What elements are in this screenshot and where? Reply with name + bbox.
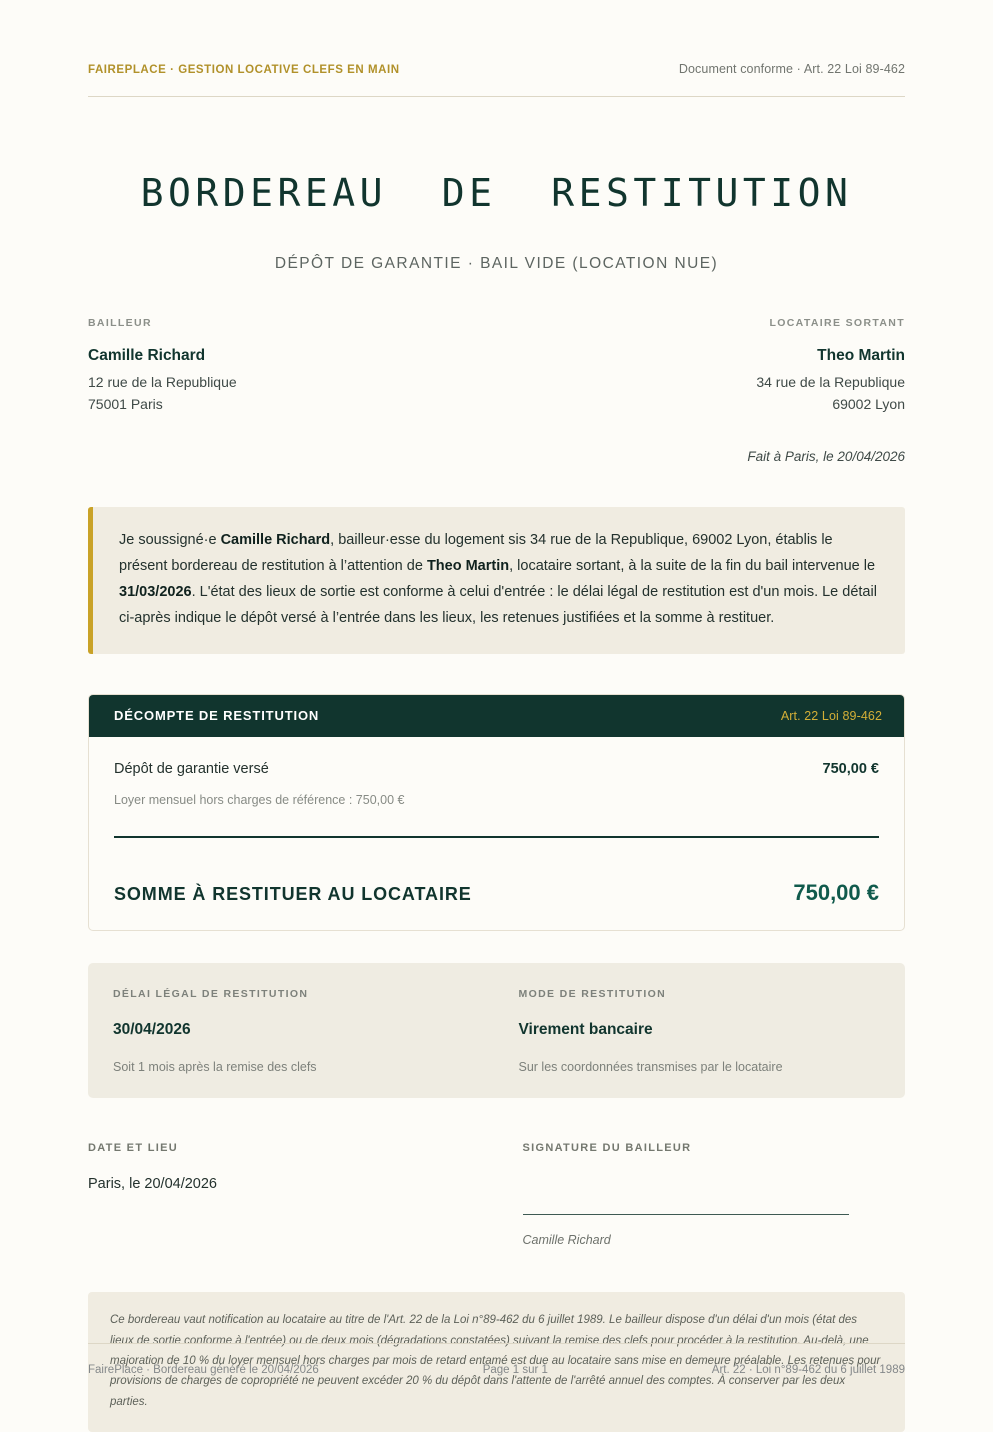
declaration-part3: , locataire sortant, à la suite de la fin du bail intervenue le: [509, 558, 876, 575]
signature-date-value: Paris, le 20/04/2026: [88, 1176, 217, 1193]
settlement-total-row: [89, 858, 904, 930]
settlement-line-label: Dépôt de garantie versé: [114, 761, 269, 778]
settlement-total-amount: 750,00 €: [793, 880, 879, 906]
info-card-mode: [497, 988, 881, 1074]
signature-name: Camille Richard: [522, 1233, 611, 1248]
settlement-title: DÉCOMPTE DE RESTITUTION: [114, 708, 320, 724]
document-footer: [88, 1343, 905, 1376]
declaration-callout: [88, 507, 905, 654]
footer-page-number: Page 1 sur 1: [482, 1364, 548, 1376]
info-card-mode-value: Virement bancaire: [518, 1021, 653, 1039]
info-card-delay-note: Soit 1 mois après la remise des clefs: [113, 1060, 317, 1075]
page-title: BORDEREAU DE RESTITUTION: [140, 171, 853, 215]
info-card-mode-note: Sur les coordonnées transmises par le locataire: [518, 1060, 783, 1075]
settlement-line-amount: 750,00 €: [822, 761, 879, 778]
lessor-label: BAILLEUR: [88, 317, 152, 329]
tenant-address-line1: 34 rue de la Republique: [756, 374, 905, 390]
declaration-part4: . L'état des lieux de sortie est conforme à celui d'entrée : le délai légal de restitution est d'un mois. Le détail ci-après indique le dépôt versé à l’entrée dans les lieux, les retenues justifiées et la somme à restituer.: [119, 584, 877, 627]
signature-date-block: [88, 1142, 497, 1247]
lessor-name: Camille Richard: [88, 347, 206, 364]
parties-section: [88, 317, 905, 415]
lessor-block: [88, 317, 472, 415]
conformity-label: Document conforme · Art. 22 Loi 89-462: [678, 62, 905, 76]
tenant-address-line2: 69002 Lyon: [832, 396, 905, 413]
signature-block: [497, 1142, 906, 1247]
total-divider: [114, 836, 879, 838]
signature-section: [88, 1142, 905, 1247]
signature-label: SIGNATURE DU BAILLEUR: [522, 1142, 692, 1155]
info-card-delay: [113, 988, 497, 1074]
declaration-part1: Je soussigné·e: [119, 532, 221, 549]
signature-line[interactable]: [523, 1176, 850, 1215]
footer-left: FairePlace · Bordereau généré le 20/04/2026: [88, 1364, 319, 1376]
declaration-tenant-name: Theo Martin: [426, 558, 510, 575]
settlement-legal-ref: Art. 22 Loi 89-462: [780, 708, 882, 723]
info-card-delay-label: DÉLAI LÉGAL DE RESTITUTION: [113, 988, 309, 1001]
settlement-total-label: SOMME À RESTITUER AU LOCATAIRE: [114, 884, 472, 905]
tenant-name: Theo Martin: [817, 347, 905, 364]
lessor-address-line2: 75001 Paris: [88, 396, 163, 413]
info-card-mode-label: MODE DE RESTITUTION: [518, 988, 667, 1001]
tenant-label: LOCATAIRE SORTANT: [769, 317, 905, 329]
declaration-text: [119, 528, 879, 632]
title-block: [88, 171, 905, 273]
settlement-card-header: [89, 695, 904, 737]
legal-notice-text: Ce bordereau vaut notification au locataire au titre de l'Art. 22 de la Loi n°89-462 du 6 juillet 1989. Le bailleur dispose d'un délai d'un mois (état des lieux de sortie conforme à l'entrée) ou de deux mois (dégradations constatées) suivant la remise des clefs pour procéder à la restitution. Au-delà, une majoration de 10 % du loyer mensuel hors charges par mois de retard entamé est due au locataire sans mise en demeure préalable. Les retenues pour provisions de charges de copropriété ne peuvent excéder 20 % du dépôt dans l'attente de l'arrêté annuel des comptes. À conserver par les deux parties.: [110, 1314, 881, 1408]
declaration-lessor-name: Camille Richard: [220, 532, 331, 549]
info-card-delay-value: 30/04/2026: [113, 1021, 191, 1039]
brand-label: FAIREPLACE · GESTION LOCATIVE CLEFS EN MAIN: [88, 64, 400, 76]
declaration-part2: , bailleur·esse du logement sis 34 rue de la Republique, 69002 Lyon, établis le présent bordereau de restitution à l’attention de: [119, 532, 833, 575]
tenant-block: [521, 317, 905, 415]
lessor-address-line1: 12 rue de la Republique: [88, 374, 237, 390]
settlement-line-note: Loyer mensuel hors charges de référence : 750,00 €: [114, 793, 405, 808]
page-subtitle: DÉPÔT DE GARANTIE · BAIL VIDE (LOCATION NUE): [274, 255, 719, 272]
settlement-card-body: [89, 737, 904, 858]
signature-date-label: DATE ET LIEU: [88, 1142, 178, 1155]
footer-right: Art. 22 · Loi n°89-462 du 6 juillet 1989: [711, 1364, 905, 1376]
document-header: [88, 62, 905, 97]
settlement-card: [88, 694, 905, 931]
place-and-date: Fait à Paris, le 20/04/2026: [747, 449, 905, 465]
info-cards-section: [88, 963, 905, 1098]
settlement-line-row: [114, 761, 879, 777]
declaration-lease-end-date: 31/03/2026: [119, 584, 192, 601]
